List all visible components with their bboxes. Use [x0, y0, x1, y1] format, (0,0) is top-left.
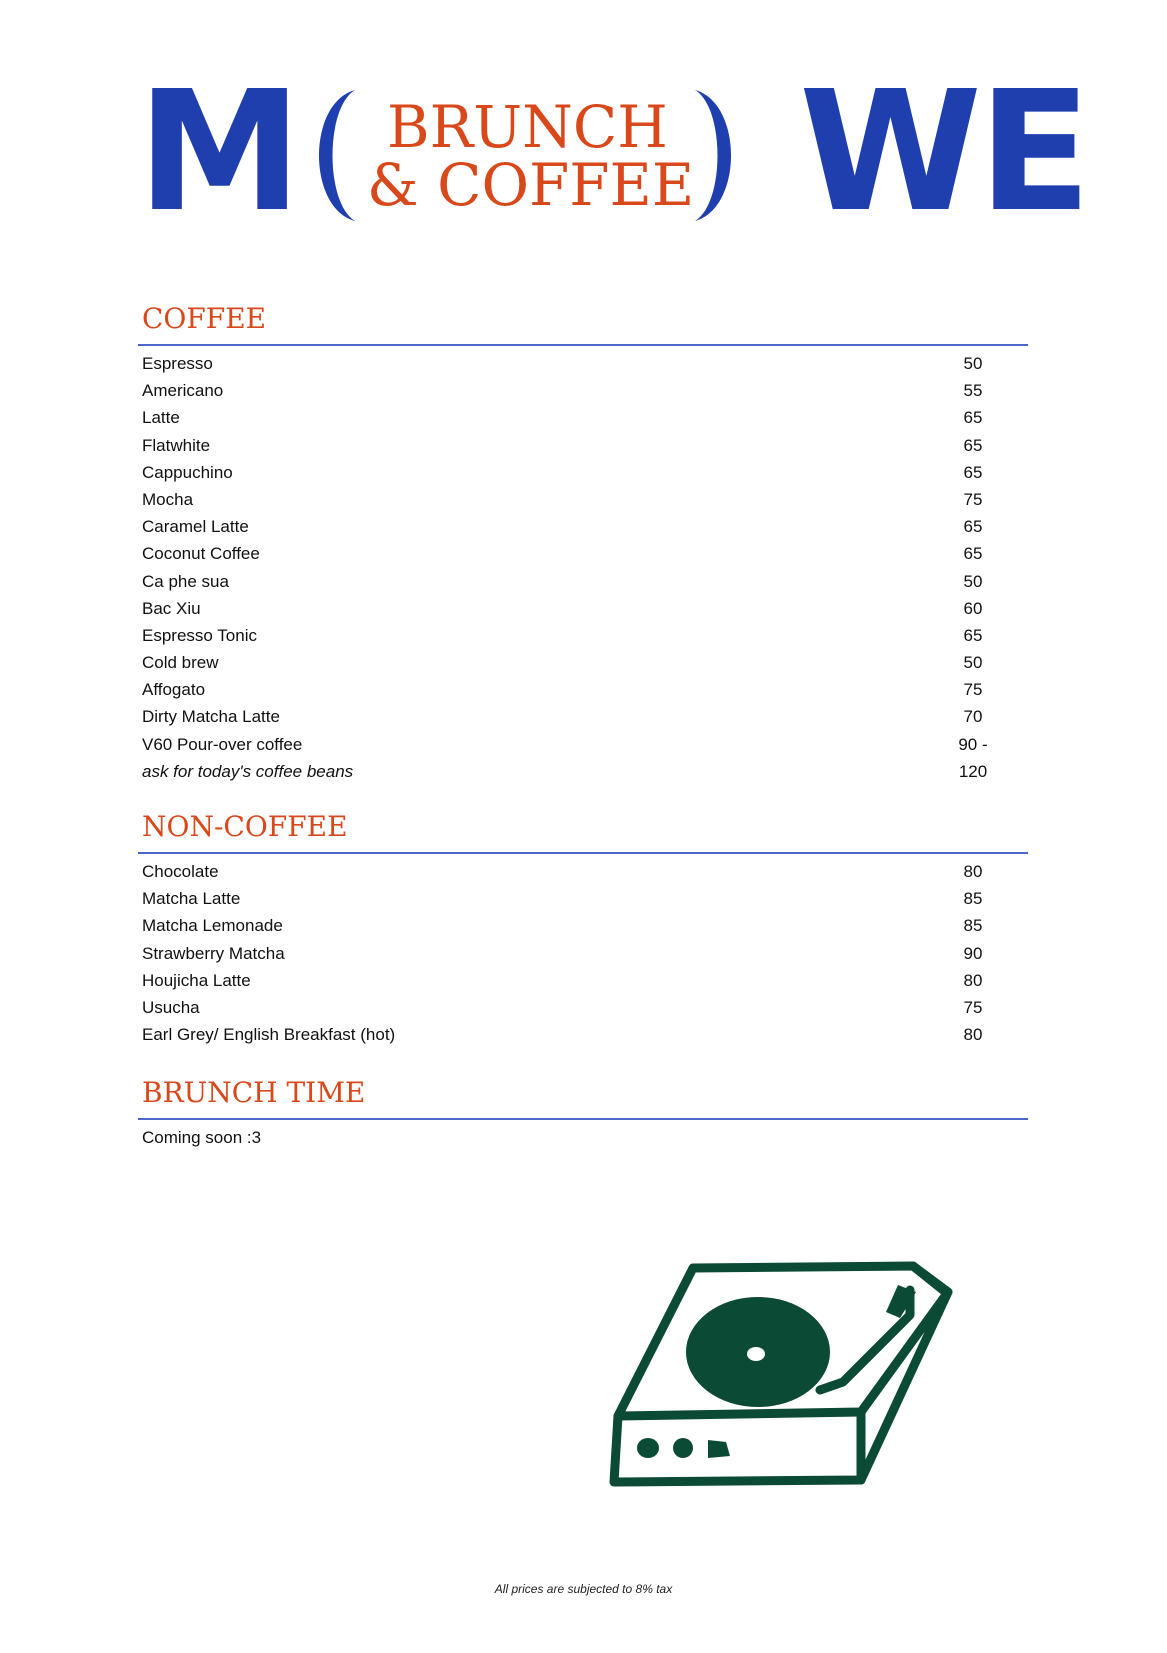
- menu-item-price: 65: [963, 462, 983, 482]
- non-coffee-menu-list: [138, 858, 1028, 1048]
- section-title-brunch: BRUNCH TIME: [142, 1076, 366, 1109]
- menu-item-name: Matcha Lemonade: [142, 916, 283, 936]
- menu-item: [138, 513, 1028, 540]
- tax-note: All prices are subjected to 8% tax: [494, 1582, 673, 1596]
- menu-item-price: 65: [963, 625, 983, 645]
- menu-item-price: 70: [963, 707, 983, 727]
- coffee-section: [138, 302, 1028, 785]
- turntable-icon: [608, 1260, 978, 1495]
- menu-item-name: Strawberry Matcha: [142, 943, 285, 963]
- menu-item-name: Affogato: [142, 680, 206, 700]
- menu-item-price: 80: [963, 970, 983, 990]
- menu-item: [138, 912, 1028, 939]
- menu-item-price: 50: [963, 653, 983, 673]
- menu-item-price: 65: [963, 544, 983, 564]
- menu-item: [138, 568, 1028, 595]
- menu-item-name: V60 Pour-over coffee: [142, 734, 303, 754]
- menu-item-price: 75: [963, 489, 983, 509]
- menu-item: [138, 486, 1028, 513]
- logo-subtitle-coffee: & COFFEE: [367, 151, 695, 219]
- section-divider: [138, 852, 1028, 854]
- menu-item: [138, 595, 1028, 622]
- menu-item-price: 65: [963, 517, 983, 537]
- menu-item: [138, 967, 1028, 994]
- menu-item: [138, 649, 1028, 676]
- menu-item-name: Espresso Tonic: [142, 625, 257, 645]
- menu-item-price: 80: [963, 862, 983, 881]
- menu-item: [138, 432, 1028, 459]
- menu-item-name: Cold brew: [142, 653, 219, 673]
- menu-item-name: Flatwhite: [142, 435, 211, 455]
- menu-item-name: Earl Grey/ English Breakfast (hot): [142, 1025, 396, 1045]
- brunch-coming-soon: [138, 1124, 1028, 1151]
- menu-item-price: 65: [963, 408, 983, 428]
- logo-subtitle-brunch: BRUNCH: [387, 93, 668, 161]
- menu-item-name: Houjicha Latte: [142, 970, 251, 990]
- brunch-text: Coming soon :3: [142, 1128, 262, 1147]
- menu-item: [138, 885, 1028, 912]
- menu-item: [138, 994, 1028, 1021]
- menu-item-price: 50: [963, 571, 983, 591]
- logo-letter-m: M: [137, 56, 299, 249]
- section-divider: [138, 1118, 1028, 1120]
- section-title-coffee: COFFEE: [142, 302, 267, 335]
- menu-item-name: Bac Xiu: [142, 598, 201, 618]
- menu-item: [138, 622, 1028, 649]
- menu-item-price: 75: [963, 680, 983, 700]
- crescent-moon-right-icon: [693, 88, 753, 223]
- menu-item-price: 65: [963, 435, 983, 455]
- menu-item: [138, 1021, 1028, 1048]
- section-title-non-coffee: NON-COFFEE: [142, 810, 348, 843]
- menu-item: [138, 459, 1028, 486]
- menu-item-price: 85: [963, 916, 983, 936]
- menu-item-name: Chocolate: [142, 862, 219, 881]
- crescent-moon-left-icon: [297, 88, 357, 223]
- menu-item-price: 75: [963, 997, 983, 1017]
- brunch-section: [138, 1076, 1028, 1151]
- menu-item-price: 90: [963, 943, 983, 963]
- menu-item: [138, 377, 1028, 404]
- menu-item-price: 55: [963, 381, 983, 401]
- menu-item-name: Mocha: [142, 489, 194, 509]
- logo-letters-we: WE: [799, 56, 1088, 249]
- menu-item-price: 85: [963, 889, 983, 909]
- menu-item-name: Americano: [142, 381, 224, 401]
- menu-item: [138, 703, 1028, 730]
- menu-item: [138, 350, 1028, 377]
- menu-item-price: 60: [963, 598, 983, 618]
- menu-item: [138, 676, 1028, 703]
- menu-item: [138, 404, 1028, 431]
- menu-item-price: 90 - 120: [958, 734, 988, 781]
- menu-item-name: Usucha: [142, 997, 200, 1017]
- non-coffee-section: [138, 810, 1028, 1048]
- coffee-beans-note: ask for today's coffee beans: [142, 761, 354, 781]
- menu-item-name: Espresso: [142, 354, 213, 373]
- menu-item-name: Coconut Coffee: [142, 544, 260, 564]
- menu-item-price: 80: [963, 1025, 983, 1045]
- menu-item-name: Dirty Matcha Latte: [142, 707, 280, 727]
- menu-item-name: Caramel Latte: [142, 517, 249, 537]
- menu-item: [138, 858, 1028, 885]
- menu-item-price: 50: [963, 354, 983, 373]
- menu-item: [138, 540, 1028, 567]
- menu-item-name: Latte: [142, 408, 180, 428]
- menu-item-name: Matcha Latte: [142, 889, 241, 909]
- section-divider: [138, 344, 1028, 346]
- brand-logo: [137, 56, 1088, 249]
- menu-item-name: Ca phe sua: [142, 571, 229, 591]
- menu-item-name: Cappuchino: [142, 462, 233, 482]
- menu-item: [138, 940, 1028, 967]
